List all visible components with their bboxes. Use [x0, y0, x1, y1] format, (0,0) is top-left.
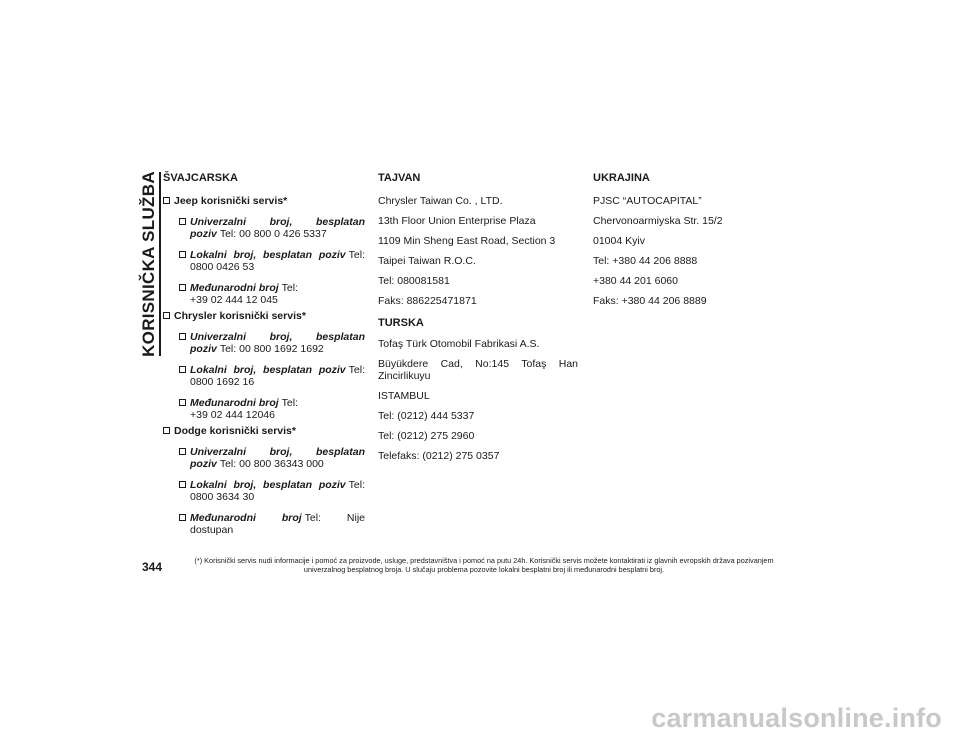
square-bullet-icon — [179, 448, 186, 455]
square-bullet-icon — [179, 333, 186, 340]
taiwan-heading: TAJVAN — [378, 172, 421, 184]
phone-number: 0800 1692 16 — [190, 376, 255, 388]
square-bullet-icon — [163, 197, 170, 204]
section-side-title — [138, 172, 160, 356]
turkey-line: Tel: (0212) 275 2960 — [378, 430, 475, 442]
turkey-heading: TURSKA — [378, 317, 424, 329]
square-bullet-icon — [179, 366, 186, 373]
phone-number: Nije dostupan — [190, 512, 365, 536]
square-bullet-icon — [179, 399, 186, 406]
chrysler-service-title: Chrysler korisnički servis* — [163, 310, 365, 322]
phone-number: 0800 0426 53 — [190, 261, 255, 273]
dodge-international-line: Međunarodni broj Tel: Nije dostupan — [190, 512, 365, 536]
jeep-service-title: Jeep korisnički servis* — [163, 195, 365, 207]
phone-number: +39 02 444 12 045 — [190, 294, 278, 306]
switzerland-column — [163, 172, 365, 545]
turkey-line: Telefaks: (0212) 275 0357 — [378, 450, 500, 462]
ukraine-heading: UKRAJINA — [593, 172, 650, 184]
ukraine-line: PJSC “AUTOCAPITAL” — [593, 195, 702, 207]
ukraine-line: Tel: +380 44 206 8888 — [593, 255, 698, 267]
jeep-local-line: Lokalni broj, besplatan poziv Tel: 0800 0426 53 — [190, 249, 365, 273]
taiwan-line: Faks: 886225471871 — [378, 295, 477, 307]
dodge-universal-line: Univerzalni broj, besplatan poziv Tel: 00 800 36343 000 — [190, 446, 365, 470]
square-bullet-icon — [179, 284, 186, 291]
jeep-universal-line: Univerzalni broj, besplatan poziv Tel: 00 800 0 426 5337 — [190, 216, 365, 240]
phone-number: 00 800 36343 000 — [239, 458, 324, 470]
taiwan-line: 1109 Min Sheng East Road, Section 3 — [378, 235, 556, 247]
switzerland-heading: ŠVAJCARSKA — [163, 172, 238, 184]
square-bullet-icon — [179, 481, 186, 488]
turkey-line: Tel: (0212) 444 5337 — [378, 410, 475, 422]
phone-number: 0800 3634 30 — [190, 491, 255, 503]
chrysler-local-line: Lokalni broj, besplatan poziv Tel: 0800 1692 16 — [190, 364, 365, 388]
ukraine-line: Faks: +380 44 206 8889 — [593, 295, 707, 307]
chrysler-universal-line: Univerzalni broj, besplatan poziv Tel: 00 800 1692 1692 — [190, 331, 365, 355]
turkey-line: Büyükdere Cad, No:145 Tofaş Han Zincirlikuyu — [378, 358, 578, 382]
square-bullet-icon — [179, 514, 186, 521]
square-bullet-icon — [163, 312, 170, 319]
side-title-rule — [159, 172, 161, 356]
ukraine-line: +380 44 201 6060 — [593, 275, 678, 287]
jeep-international-line: Međunarodni broj Tel: +39 02 444 12 045 — [190, 282, 365, 306]
dodge-local-line: Lokalni broj, besplatan poziv Tel: 0800 3634 30 — [190, 479, 365, 503]
taiwan-line: Tel: 080081581 — [378, 275, 450, 287]
square-bullet-icon — [179, 251, 186, 258]
ukraine-line: Chervonoarmiyska Str. 15/2 — [593, 215, 723, 227]
square-bullet-icon — [163, 427, 170, 434]
turkey-line: ISTAMBUL — [378, 390, 430, 402]
dodge-service-title: Dodge korisnički servis* — [163, 425, 365, 437]
taiwan-line: Chrysler Taiwan Co. , LTD. — [378, 195, 503, 207]
ukraine-column — [593, 172, 793, 315]
taiwan-line: Taipei Taiwan R.O.C. — [378, 255, 476, 267]
page-number: 344 — [142, 560, 163, 574]
taiwan-turkey-column — [378, 172, 578, 470]
chrysler-international-line: Međunarodni broj Tel: +39 02 444 12046 — [190, 397, 365, 421]
square-bullet-icon — [179, 218, 186, 225]
section-side-title-text: KORISNIČKA SLUŽBA — [139, 171, 158, 357]
phone-number: 00 800 0 426 5337 — [239, 228, 327, 240]
taiwan-line: 13th Floor Union Enterprise Plaza — [378, 215, 536, 227]
phone-number: +39 02 444 12046 — [190, 409, 275, 421]
footnote: (*) Korisnički servis nudi informacije i pomoć za proizvode, usluge, predstavništva i pomoć na putu 24h. Korisnički servis možete kontaktirati iz glavnih evropskih država pozivanjem univerzalnog besplatnog broja. U slučaju problema pozovite lokalni besplatni broj ili međunarodni besplatni broj. — [194, 556, 774, 574]
turkey-line: Tofaş Türk Otomobil Fabrikasi A.S. — [378, 338, 540, 350]
phone-number: 00 800 1692 1692 — [239, 343, 324, 355]
ukraine-line: 01004 Kyiv — [593, 235, 645, 247]
watermark: carmanualsonline.info — [651, 703, 942, 733]
